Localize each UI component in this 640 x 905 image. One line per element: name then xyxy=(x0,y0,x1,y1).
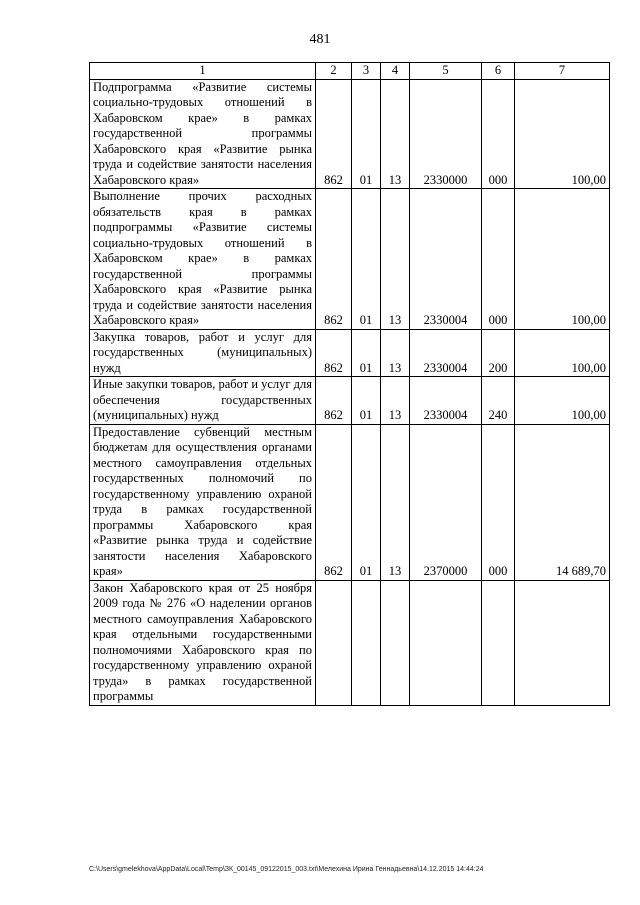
cell-expense-type: 000 xyxy=(482,189,515,330)
column-header: 2 xyxy=(316,63,352,80)
cell-section: 01 xyxy=(352,424,381,580)
row-name: Закон Хабаровского края от 25 ноября 2009 года № 276 «О наделении органов местного самоуправления Хабаровского края отдельными государственными полномочиями Хабаровского края по государственному управлению охраной труда» в рамках государственной программы xyxy=(90,580,316,705)
column-header: 7 xyxy=(515,63,610,80)
cell-amount: 100,00 xyxy=(515,377,610,425)
row-name: Закупка товаров, работ и услуг для государственных (муниципальных) нужд xyxy=(90,329,316,377)
cell-target-article: 2370000 xyxy=(410,424,482,580)
cell-section: 01 xyxy=(352,79,381,189)
table-row xyxy=(90,189,610,330)
cell-amount: 100,00 xyxy=(515,79,610,189)
cell-subsection: 13 xyxy=(381,377,410,425)
cell-amount: 100,00 xyxy=(515,189,610,330)
table-row xyxy=(90,424,610,580)
cell-subsection: 13 xyxy=(381,329,410,377)
cell-section: 01 xyxy=(352,329,381,377)
table-row xyxy=(90,377,610,425)
page-number: 481 xyxy=(309,32,331,47)
cell-section: 01 xyxy=(352,189,381,330)
cell-expense-type: 000 xyxy=(482,424,515,580)
cell-ministry: 862 xyxy=(316,377,352,425)
cell-expense-type: 000 xyxy=(482,79,515,189)
column-header: 6 xyxy=(482,63,515,80)
cell-section: 01 xyxy=(352,377,381,425)
cell-ministry: 862 xyxy=(316,424,352,580)
row-name: Выполнение прочих расходных обязательств края в рамках подпрограммы «Развитие системы социально-трудовых отношений в Хабаровском крае» в рамках государственной программы Хабаровского края «Развитие рынка труда и содействие занятости населения Хабаровского края» xyxy=(90,189,316,330)
column-header: 4 xyxy=(381,63,410,80)
table-header-row xyxy=(90,63,610,80)
cell-target-article: 2330004 xyxy=(410,329,482,377)
cell-subsection: 13 xyxy=(381,189,410,330)
cell-subsection xyxy=(381,580,410,705)
table-row xyxy=(90,329,610,377)
cell-target-article xyxy=(410,580,482,705)
cell-target-article: 2330004 xyxy=(410,377,482,425)
cell-ministry: 862 xyxy=(316,189,352,330)
column-header: 3 xyxy=(352,63,381,80)
cell-subsection: 13 xyxy=(381,424,410,580)
cell-target-article: 2330004 xyxy=(410,189,482,330)
cell-subsection: 13 xyxy=(381,79,410,189)
table-row xyxy=(90,580,610,705)
budget-table xyxy=(89,62,610,706)
cell-ministry: 862 xyxy=(316,79,352,189)
cell-expense-type: 240 xyxy=(482,377,515,425)
cell-amount xyxy=(515,580,610,705)
column-header: 5 xyxy=(410,63,482,80)
row-name: Предоставление субвенций местным бюджетам для осуществления органами местного самоуправления отдельных государственных полномочий по государственному управлению охраной труда в рамках государственной программы Хабаровского края «Развитие рынка труда и содействие занятости населения Хабаровского края» xyxy=(90,424,316,580)
row-name: Подпрограмма «Развитие системы социально-трудовых отношений в Хабаровском крае» в рамках государственной программы Хабаровского края «Развитие рынка труда и содействие занятости населения Хабаровского края» xyxy=(90,79,316,189)
cell-amount: 14 689,70 xyxy=(515,424,610,580)
column-header: 1 xyxy=(90,63,316,80)
row-name: Иные закупки товаров, работ и услуг для обеспечения государственных (муниципальных) нужд xyxy=(90,377,316,425)
file-path-footer: C:\Users\gmelekhova\AppData\Local\Temp\ЗК_00145_09122015_003.txt\Мелехина Ирина Геннадьевна\14.12.2015 14:44:24 xyxy=(89,866,484,873)
cell-expense-type: 200 xyxy=(482,329,515,377)
cell-expense-type xyxy=(482,580,515,705)
cell-target-article: 2330000 xyxy=(410,79,482,189)
cell-section xyxy=(352,580,381,705)
cell-ministry xyxy=(316,580,352,705)
cell-ministry: 862 xyxy=(316,329,352,377)
table-row xyxy=(90,79,610,189)
cell-amount: 100,00 xyxy=(515,329,610,377)
